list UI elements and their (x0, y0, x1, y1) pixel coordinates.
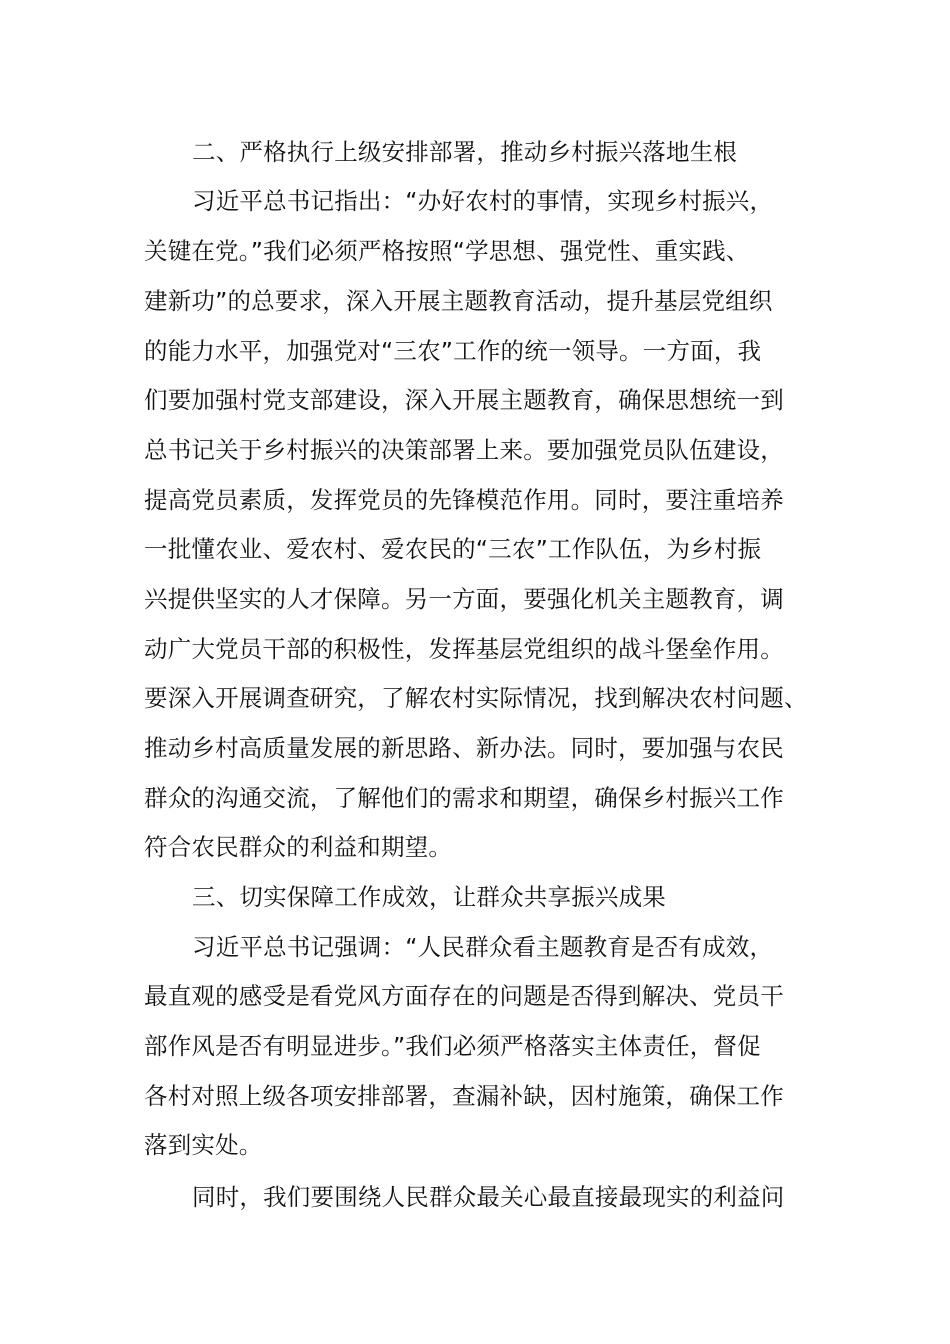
section-heading-three: 三、切实保障工作成效，让群众共享振兴成果 (192, 883, 666, 911)
section-heading-two: 二、严格执行上级安排部署，推动乡村振兴落地生根 (192, 138, 738, 166)
paragraph-line: 推动乡村高质量发展的新思路、新办法。同时，要加强与农民 (144, 734, 784, 762)
paragraph-line: 关键在党。”我们必须严格按照“学思想、强党性、重实践、 (144, 237, 750, 265)
paragraph-line: 落到实处。 (144, 1131, 263, 1159)
paragraph-line: 要深入开展调查研究，了解农村实际情况，找到解决农村问题、 (144, 684, 808, 712)
paragraph-line: 符合农民群众的利益和期望。 (144, 833, 453, 861)
paragraph-line: 总书记关于乡村振兴的决策部署上来。要加强党员队伍建设， (144, 436, 784, 464)
paragraph-line: 建新功”的总要求，深入开展主题教育活动，提升基层党组织 (144, 287, 773, 315)
paragraph-line: 们要加强村党支部建设，深入开展主题教育，确保思想统一到 (144, 386, 784, 414)
paragraph-line: 提高党员素质，发挥党员的先锋模范作用。同时，要注重培养 (144, 486, 784, 514)
paragraph-line: 部作风是否有明显进步。”我们必须严格落实主体责任，督促 (144, 1032, 761, 1060)
paragraph-line: 群众的沟通交流，了解他们的需求和期望，确保乡村振兴工作 (144, 784, 784, 812)
paragraph-line: 习近平总书记指出：“办好农村的事情，实现乡村振兴， (192, 187, 774, 215)
paragraph-line: 习近平总书记强调：“人民群众看主题教育是否有成效， (192, 933, 774, 961)
paragraph-line: 各村对照上级各项安排部署，查漏补缺，因村施策，确保工作 (144, 1082, 784, 1110)
paragraph-line: 同时，我们要围绕人民群众最关心最直接最现实的利益问 (192, 1183, 785, 1211)
paragraph-line: 兴提供坚实的人才保障。另一方面，要强化机关主题教育，调 (144, 585, 784, 613)
paragraph-line: 一批懂农业、爱农村、爱农民的“三农”工作队伍，为乡村振 (144, 535, 762, 563)
paragraph-line: 动广大党员干部的积极性，发挥基层党组织的战斗堡垒作用。 (144, 635, 784, 663)
paragraph-line: 最直观的感受是看党风方面存在的问题是否得到解决、党员干 (144, 982, 784, 1010)
paragraph-line: 的能力水平，加强党对“三农”工作的统一领导。一方面，我 (144, 337, 762, 365)
